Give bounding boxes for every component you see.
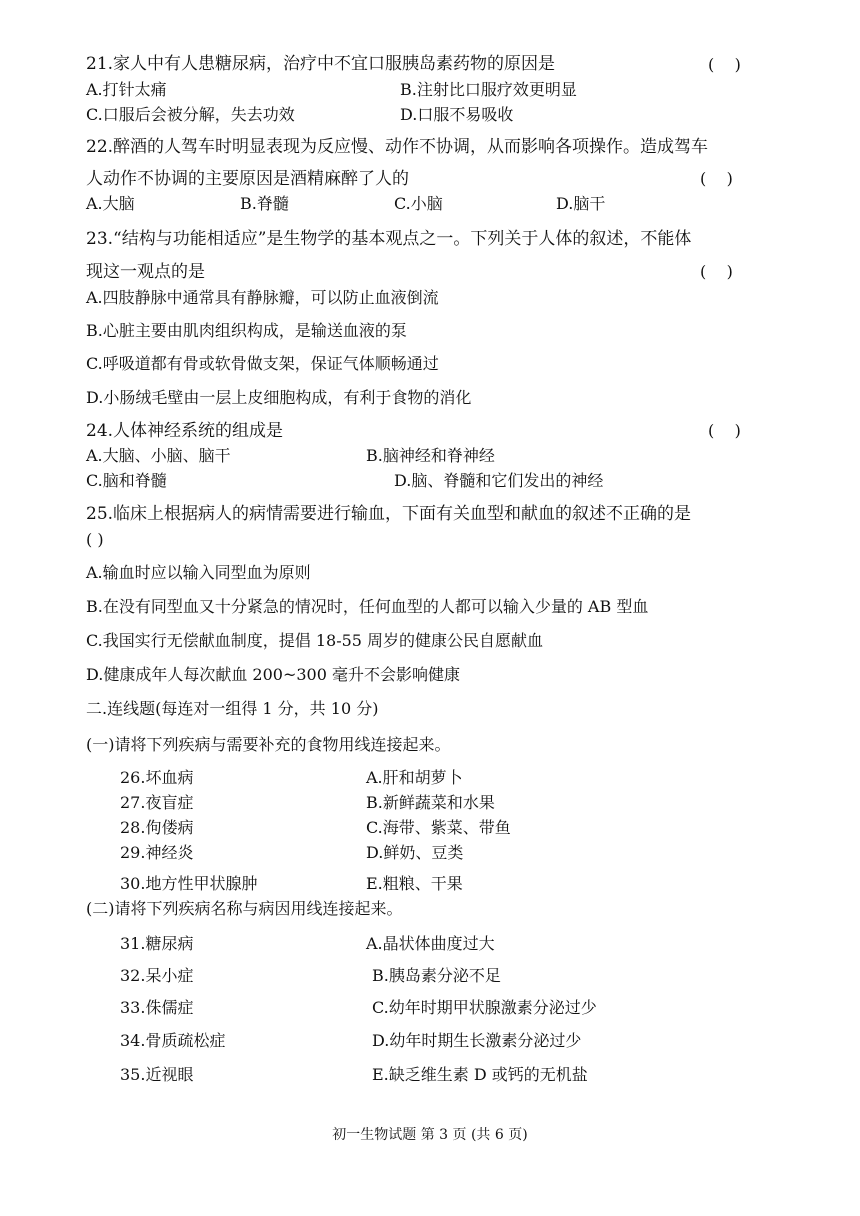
part2-left-item: 33.侏儒症 xyxy=(120,998,194,1017)
part2-right-item: D.幼年时期生长激素分泌过少 xyxy=(372,1031,582,1050)
part1-left-item: 28.佝偻病 xyxy=(120,818,194,837)
part1-right-item: B.新鲜蔬菜和水果 xyxy=(366,793,495,812)
part2-left-item: 34.骨质疏松症 xyxy=(120,1031,226,1050)
q25-stem: 25.临床上根据病人的病情需要进行输血，下面有关血型和献血的叙述不正确的是 xyxy=(86,504,692,524)
q22-stem-line2: 人动作不协调的主要原因是酒精麻醉了人的 xyxy=(86,169,409,189)
q22-option-d: D.脑干 xyxy=(556,194,606,213)
q25-answer-paren: ( ) xyxy=(86,530,104,549)
q24-stem: 24.人体神经系统的组成是 xyxy=(86,421,284,441)
q24-option-d: D.脑、脊髓和它们发出的神经 xyxy=(394,471,604,490)
q24-option-b: B.脑神经和脊神经 xyxy=(366,446,495,465)
part1-title: (一)请将下列疾病与需要补充的食物用线连接起来。 xyxy=(86,735,451,754)
q23-option-c: C.呼吸道都有骨或软骨做支架，保证气体顺畅通过 xyxy=(86,354,439,373)
q25-option-a: A.输血时应以输入同型血为原则 xyxy=(86,563,311,582)
q23-option-b: B.心脏主要由肌肉组织构成，是输送血液的泵 xyxy=(86,321,407,340)
part1-right-item: E.粗粮、干果 xyxy=(366,874,463,893)
q24-answer-paren: ( ) xyxy=(708,421,741,440)
q23-option-d: D.小肠绒毛壁由一层上皮细胞构成，有利于食物的消化 xyxy=(86,388,472,407)
part1-left-item: 30.地方性甲状腺肿 xyxy=(120,874,258,893)
part2-right-item: E.缺乏维生素 D 或钙的无机盐 xyxy=(372,1065,588,1084)
part2-left-item: 35.近视眼 xyxy=(120,1065,194,1084)
q21-option-a: A.打针太痛 xyxy=(86,80,167,99)
q21-stem: 21.家人中有人患糖尿病，治疗中不宜口服胰岛素药物的原因是 xyxy=(86,54,556,74)
q21-option-c: C.口服后会被分解，失去功效 xyxy=(86,105,295,124)
q24-option-c: C.脑和脊髓 xyxy=(86,471,167,490)
part1-right-item: A.肝和胡萝卜 xyxy=(366,768,463,787)
q23-option-a: A.四肢静脉中通常具有静脉瓣，可以防止血液倒流 xyxy=(86,288,439,307)
q25-option-b: B.在没有同型血又十分紧急的情况时，任何血型的人都可以输入少量的 AB 型血 xyxy=(86,597,649,616)
q22-option-b: B.脊髓 xyxy=(240,194,289,213)
q23-stem-line1: 23.“结构与功能相适应”是生物学的基本观点之一。下列关于人体的叙述，不能体 xyxy=(86,229,692,249)
q23-answer-paren: ( ) xyxy=(700,262,733,281)
part1-left-item: 29.神经炎 xyxy=(120,843,194,862)
part2-left-item: 31.糖尿病 xyxy=(120,934,194,953)
part2-right-item: A.晶状体曲度过大 xyxy=(366,934,495,953)
part1-left-item: 26.坏血病 xyxy=(120,768,194,787)
part1-right-item: D.鲜奶、豆类 xyxy=(366,843,464,862)
section2-title: 二.连线题(每连对一组得 1 分，共 10 分) xyxy=(86,699,379,718)
q21-option-b: B.注射比口服疗效更明显 xyxy=(400,80,577,99)
q22-option-a: A.大脑 xyxy=(86,194,135,213)
q22-answer-paren: ( ) xyxy=(700,169,733,188)
part2-right-item: C.幼年时期甲状腺激素分泌过少 xyxy=(372,998,597,1017)
q21-answer-paren: ( ) xyxy=(708,55,741,74)
part2-left-item: 32.呆小症 xyxy=(120,966,194,985)
page-footer: 初一生物试题 第 3 页 (共 6 页) xyxy=(332,1127,528,1143)
q24-option-a: A.大脑、小脑、脑干 xyxy=(86,446,231,465)
q23-stem-line2: 现这一观点的是 xyxy=(86,262,205,282)
q22-stem-line1: 22.醉酒的人驾车时明显表现为反应慢、动作不协调，从而影响各项操作。造成驾车 xyxy=(86,137,709,157)
part2-title: (二)请将下列疾病名称与病因用线连接起来。 xyxy=(86,899,403,918)
q21-option-d: D.口服不易吸收 xyxy=(400,105,514,124)
q25-option-d: D.健康成年人每次献血 200~300 毫升不会影响健康 xyxy=(86,665,461,684)
part1-right-item: C.海带、紫菜、带鱼 xyxy=(366,818,511,837)
part1-left-item: 27.夜盲症 xyxy=(120,793,194,812)
q25-option-c: C.我国实行无偿献血制度，提倡 18-55 周岁的健康公民自愿献血 xyxy=(86,631,544,650)
part2-right-item: B.胰岛素分泌不足 xyxy=(372,966,501,985)
q22-option-c: C.小脑 xyxy=(394,194,443,213)
